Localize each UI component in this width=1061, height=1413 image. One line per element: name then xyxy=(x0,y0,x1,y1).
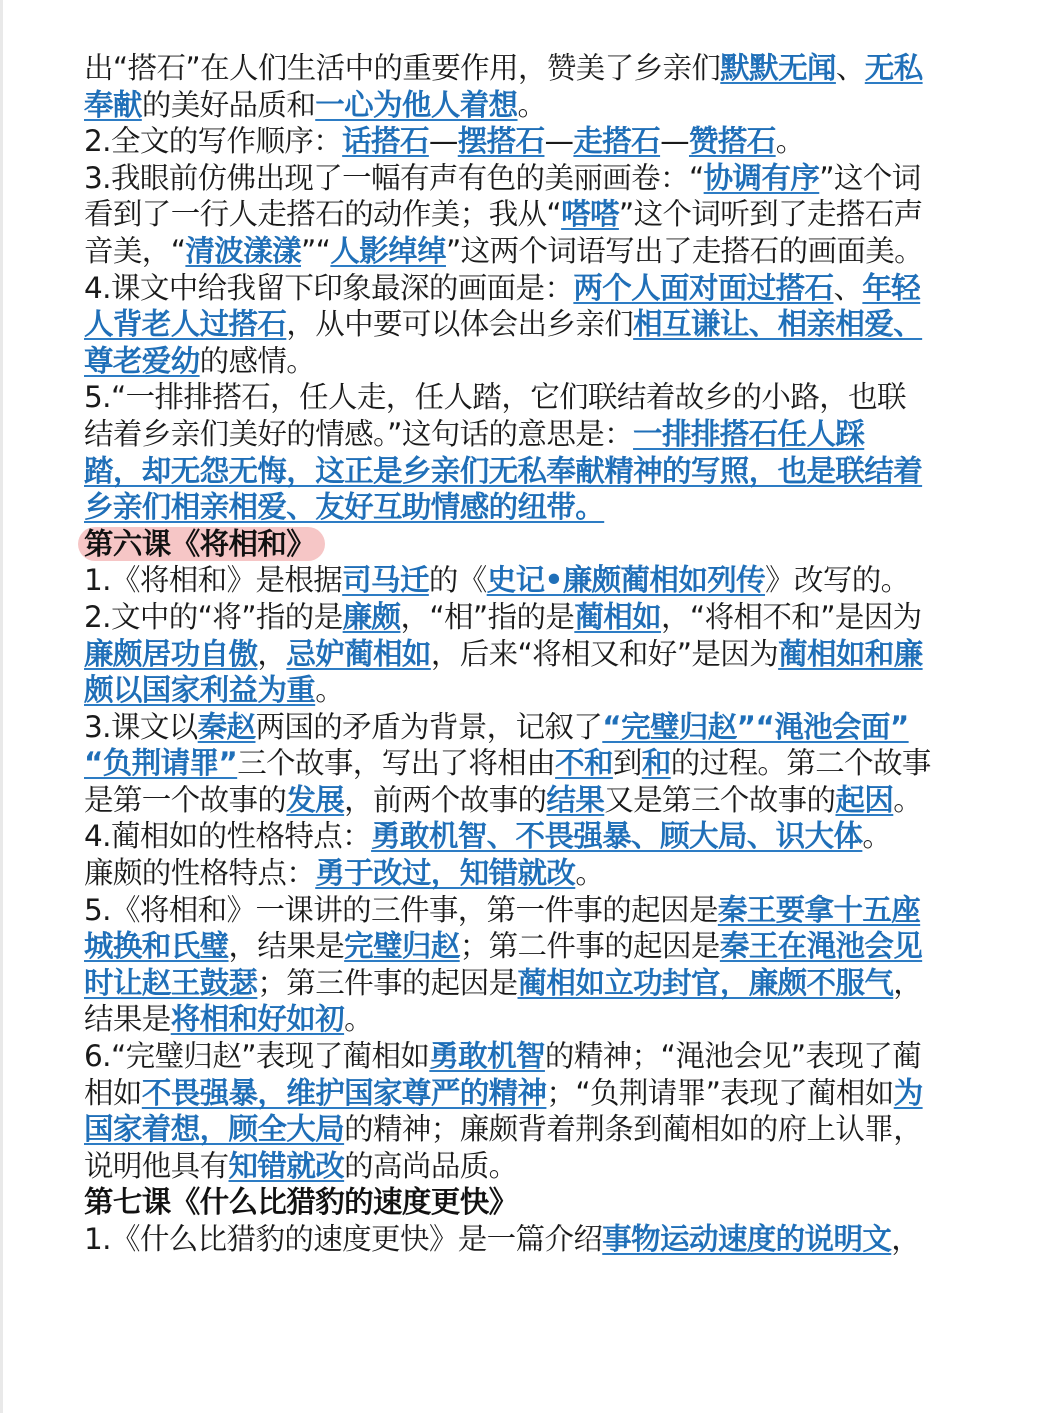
answer-highlight: 无私 xyxy=(864,51,923,85)
text-line xyxy=(84,818,999,855)
body-text: 的精神；“渑池会见”表现了蔺 xyxy=(544,1039,922,1074)
body-text: 5.《将相和》一课讲的三件事，第一件事的起因是 xyxy=(84,892,718,927)
body-text: 两国的矛盾为背景，记叙了 xyxy=(255,709,603,744)
text-line xyxy=(84,1038,999,1075)
answer-highlight: 尊老爱幼 xyxy=(84,343,200,378)
body-text: 。 xyxy=(344,1002,374,1037)
answer-highlight: 不和 xyxy=(555,746,613,781)
body-text: ，“将相不和”是因为 xyxy=(661,599,922,634)
body-text: ，从中要可以体会出乡亲们 xyxy=(286,307,634,342)
page-edge xyxy=(0,0,3,1413)
body-text: 4.课文中给我留下印象最深的画面是： xyxy=(84,270,574,305)
text-line xyxy=(84,855,999,892)
lesson-heading xyxy=(84,526,999,563)
text-line xyxy=(84,599,999,636)
body-text: ；“负荆请罪”表现了蔺相如 xyxy=(546,1075,894,1110)
answer-highlight: 人背老人过搭石 xyxy=(84,307,287,342)
text-line xyxy=(84,672,999,709)
text-line xyxy=(84,160,999,197)
text-line xyxy=(84,196,999,233)
answer-highlight: 秦赵 xyxy=(197,709,256,744)
text-line xyxy=(84,1001,999,1038)
answer-highlight: 话搭石 xyxy=(342,124,429,159)
body-text: ，前两个故事的 xyxy=(344,782,547,817)
body-text: — xyxy=(544,124,574,159)
text-line xyxy=(84,1111,999,1148)
body-text: 的美好品质和 xyxy=(141,87,316,122)
body-text: 三个故事，写出了将相由 xyxy=(237,746,556,781)
answer-highlight: 起因 xyxy=(835,782,894,817)
body-text: 》改写的。 xyxy=(765,563,910,598)
body-text: 到 xyxy=(612,746,642,781)
text-line xyxy=(84,745,999,782)
body-text: 是第一个故事的 xyxy=(84,782,287,817)
body-text: 。 xyxy=(775,124,805,159)
answer-highlight: 和 xyxy=(641,746,671,781)
text-line xyxy=(84,233,999,270)
body-text: 的《 xyxy=(428,563,487,598)
body-text: 1.《将相和》是根据 xyxy=(84,563,343,598)
answer-highlight: “完璧归赵”“渑池会面” xyxy=(602,709,909,744)
text-line xyxy=(84,270,999,307)
text-line xyxy=(84,306,999,343)
text-line xyxy=(84,782,999,819)
body-text: 。 xyxy=(893,782,923,817)
text-line xyxy=(84,453,999,490)
body-text: 2.全文的写作顺序： xyxy=(84,124,343,159)
answer-highlight: 国家着想，顾全大局 xyxy=(84,1112,345,1147)
lesson-heading-highlight xyxy=(78,527,325,561)
body-text: ”这个词听到了走搭石声 xyxy=(618,197,923,232)
body-text: 4.蔺相如的性格特点： xyxy=(84,819,372,854)
body-text: 3.课文以 xyxy=(84,709,198,744)
answer-highlight: 蔺相如和廉 xyxy=(778,636,923,671)
body-text: 5.“一排排搭石，任人走，任人踏，它们联结着故乡的小路，也联 xyxy=(84,380,906,415)
answer-highlight: 史记•廉颇蔺相如列传 xyxy=(486,563,766,598)
answer-highlight: 两个人面对面过搭石 xyxy=(573,270,834,305)
body-text: ， xyxy=(893,965,923,1000)
body-text: 3.我眼前仿佛出现了一幅有声有色的美丽画卷：“ xyxy=(84,160,704,195)
answer-highlight: 人影绰绰 xyxy=(330,233,446,268)
text-line xyxy=(84,928,999,965)
body-text: 的过程。第二个故事 xyxy=(670,746,931,781)
answer-highlight: 嗒嗒 xyxy=(561,197,619,232)
body-text: 。 xyxy=(315,673,345,708)
answer-highlight: 勇敢机智、不畏强暴、顾大局、识大体 xyxy=(371,819,863,854)
text-line xyxy=(84,965,999,1002)
answer-highlight: 结果 xyxy=(546,782,605,817)
text-line xyxy=(84,379,999,416)
body-text: 2.文中的“将”指的是 xyxy=(84,599,343,634)
answer-highlight: 赞搭石 xyxy=(688,124,776,159)
answer-highlight: 勇于改过，知错就改 xyxy=(315,856,576,891)
body-text: 音美，“ xyxy=(84,233,186,268)
body-text: 的高尚品质。 xyxy=(344,1148,518,1183)
heading-text: 第七课《什么比猎豹的速度更快》 xyxy=(84,1185,518,1220)
answer-highlight: 将相和好如初 xyxy=(170,1002,345,1037)
answer-highlight: 乡亲们相亲相爱、友好互助情感的纽带。 xyxy=(84,490,605,525)
body-text: ，后来“将相又和好”是因为 xyxy=(430,636,779,671)
answer-highlight: 忌妒蔺相如 xyxy=(286,636,431,671)
answer-highlight: 蔺相如 xyxy=(574,599,662,634)
body-text: ”这两个词语写出了走搭石的画面美。 xyxy=(445,233,924,268)
answer-highlight: 年轻 xyxy=(862,270,921,305)
answer-highlight: 踏，却无怨无悔，这正是乡亲们无私奉献精神的写照，也是联结着 xyxy=(84,453,923,488)
body-text: 。 xyxy=(517,87,547,122)
body-text: — xyxy=(660,124,689,159)
body-text: ， xyxy=(891,1222,921,1256)
study-notes-page xyxy=(84,50,999,1258)
answer-highlight: 秦王在渑池会见 xyxy=(719,929,923,964)
answer-highlight: “负荆请罪” xyxy=(84,746,238,781)
body-text: 、 xyxy=(835,51,865,85)
text-line xyxy=(84,489,999,526)
body-text: ，结果是 xyxy=(228,929,345,964)
answer-highlight: 为 xyxy=(893,1075,923,1110)
text-line xyxy=(84,87,999,124)
body-text: ；第三件事的起因是 xyxy=(257,965,518,1000)
answer-highlight: 勇敢机智 xyxy=(429,1039,545,1074)
answer-highlight: 廉颇居功自傲 xyxy=(84,636,258,671)
body-text: 说明他具有 xyxy=(84,1148,229,1183)
answer-highlight: 廉颇 xyxy=(342,599,401,634)
answer-highlight: 发展 xyxy=(286,782,345,817)
body-text: 1.《什么比猎豹的速度更快》是一篇介绍 xyxy=(84,1222,603,1256)
answer-highlight: 颇以国家利益为重 xyxy=(84,673,316,708)
body-text: ”“ xyxy=(301,233,331,268)
text-line xyxy=(84,562,999,599)
answer-highlight: 奉献 xyxy=(84,87,142,122)
text-line xyxy=(84,343,999,380)
body-text: 又是第三个故事的 xyxy=(604,782,836,817)
body-text: — xyxy=(428,124,458,159)
body-text: ；第二件事的起因是 xyxy=(459,929,720,964)
answer-highlight: 事物运动速度的说明文 xyxy=(602,1222,892,1256)
body-text: 。 xyxy=(862,819,892,854)
body-text: 结果是 xyxy=(84,1002,171,1037)
lesson-heading xyxy=(84,1184,999,1221)
text-line xyxy=(84,892,999,929)
body-text: ， xyxy=(257,636,287,671)
body-text: ”这个词 xyxy=(819,160,921,195)
text-line xyxy=(84,1148,999,1185)
body-text: 看到了一行人走搭石的动作美；我从“ xyxy=(84,197,562,232)
answer-highlight: 蔺相如立功封官，廉颇不服气 xyxy=(517,965,894,1000)
answer-highlight: 司马迁 xyxy=(342,563,429,598)
answer-highlight: 不畏强暴，维护国家尊严的精神 xyxy=(141,1075,547,1110)
answer-highlight: 一心为他人着想 xyxy=(315,87,518,122)
answer-highlight: 完璧归赵 xyxy=(344,929,460,964)
answer-highlight: 一排排搭石任人踩 xyxy=(633,416,865,451)
body-text: 相如 xyxy=(84,1075,142,1110)
answer-highlight: 时让赵王鼓瑟 xyxy=(84,965,258,1000)
answer-highlight: 相互谦让、相亲相爱、 xyxy=(633,307,923,342)
body-text: 、 xyxy=(833,270,863,305)
body-text: 的感情。 xyxy=(199,343,316,378)
heading-text: 第六课《将相和》 xyxy=(84,526,316,561)
text-line xyxy=(84,709,999,746)
answer-highlight: 知错就改 xyxy=(228,1148,345,1183)
text-line xyxy=(84,1075,999,1112)
text-line xyxy=(84,50,999,87)
body-text: 结着乡亲们美好的情感。”这句话的意思是： xyxy=(84,416,634,451)
answer-highlight: 秦王要拿十五座 xyxy=(717,892,921,927)
text-line xyxy=(84,416,999,453)
text-line xyxy=(84,1221,999,1258)
answer-highlight: 协调有序 xyxy=(703,160,820,195)
body-text: ，“相”指的是 xyxy=(400,599,575,634)
body-text: 6.“完璧归赵”表现了蔺相如 xyxy=(84,1039,430,1074)
answer-highlight: 走搭石 xyxy=(573,124,661,159)
body-text: 廉颇的性格特点： xyxy=(84,856,316,891)
answer-highlight: 默默无闻 xyxy=(720,51,836,85)
answer-highlight: 清波漾漾 xyxy=(185,233,301,268)
answer-highlight: 摆搭石 xyxy=(457,124,545,159)
answer-highlight: 城换和氏璧 xyxy=(84,929,229,964)
text-line xyxy=(84,636,999,673)
body-text: 出“搭石”在人们生活中的重要作用，赞美了乡亲们 xyxy=(84,51,721,85)
text-line xyxy=(84,123,999,160)
body-text: 。 xyxy=(575,856,605,891)
body-text: 的精神；廉颇背着荆条到蔺相如的府上认罪， xyxy=(344,1112,923,1147)
